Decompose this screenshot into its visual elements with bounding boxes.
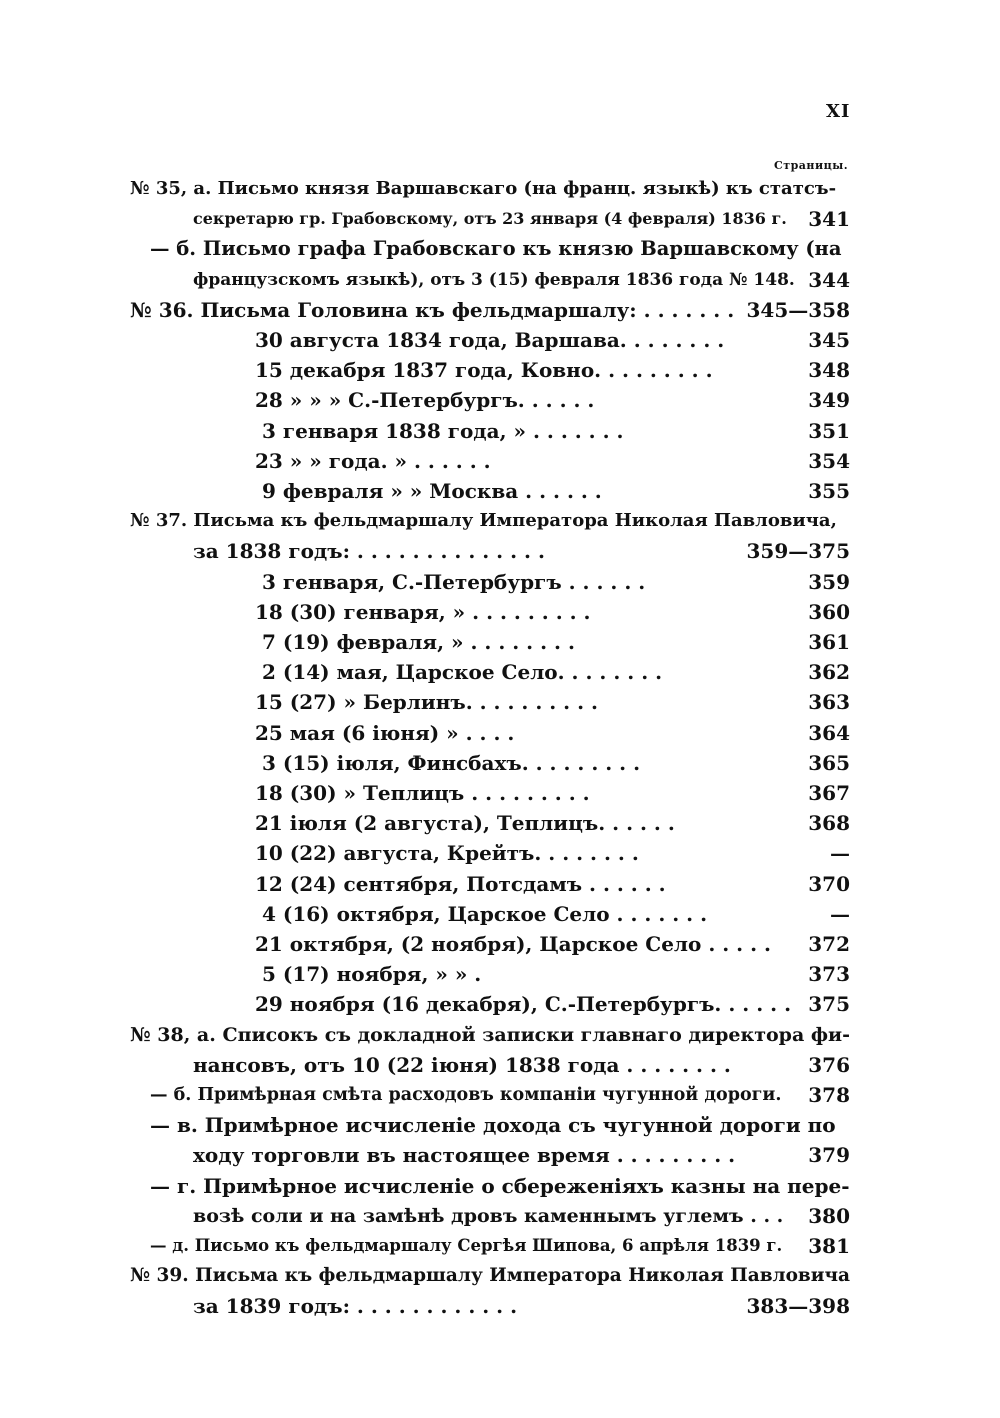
toc-entry-text: ходу торговли въ настоящее время . . . . . . . . . <box>193 1143 736 1167</box>
toc-entry-text: 5 (17) ноября, » » . <box>262 962 482 986</box>
toc-entry-text: 30 августа 1834 года, Варшава. . . . . . . . <box>255 328 725 352</box>
toc-page-ref: 349 <box>808 388 850 412</box>
toc-page-ref: 370 <box>808 872 850 896</box>
toc-page-ref: 378 <box>808 1083 850 1107</box>
toc-entry-text: 3 генваря 1838 года, » . . . . . . . <box>262 419 624 443</box>
toc-line <box>262 748 850 778</box>
toc-page-ref: 361 <box>808 630 850 654</box>
toc-entry-text: № 35, а. Письмо князя Варшавскаго (на франц. языкѣ) къ статсъ- <box>130 178 837 199</box>
toc-page-ref: 360 <box>808 600 850 624</box>
toc-line <box>262 567 850 597</box>
toc-page-ref: 355 <box>808 479 850 503</box>
toc-line <box>255 778 850 808</box>
toc-line <box>255 385 850 415</box>
toc-page-ref: 380 <box>808 1204 850 1228</box>
toc-line <box>150 234 850 264</box>
toc-line <box>262 416 850 446</box>
toc-page-ref: 354 <box>808 449 850 473</box>
toc-line <box>193 536 850 566</box>
toc-line <box>150 1080 850 1110</box>
toc-page-ref: 381 <box>808 1234 850 1258</box>
toc-page-ref: 348 <box>808 358 850 382</box>
toc-page-ref: 367 <box>808 781 850 805</box>
toc-entry-text: 23 » » года. » . . . . . . <box>255 449 491 473</box>
toc-line <box>255 838 850 868</box>
toc-line <box>193 1140 850 1170</box>
toc-line <box>255 718 850 748</box>
toc-entry-text: 12 (24) сентября, Потсдамъ . . . . . . <box>255 872 666 896</box>
toc-page-ref: 373 <box>808 962 850 986</box>
toc-page-ref: 363 <box>808 690 850 714</box>
toc-line <box>255 446 850 476</box>
toc-entry-text: за 1838 годъ: . . . . . . . . . . . . . . <box>193 539 545 563</box>
toc-entry-text: 3 (15) іюля, Финсбахъ. . . . . . . . . <box>262 751 641 775</box>
toc-line <box>193 1201 850 1231</box>
toc-line <box>130 1020 850 1050</box>
toc-entry-text: 2 (14) мая, Царское Село. . . . . . . . <box>262 660 663 684</box>
toc-line <box>130 174 850 204</box>
toc-page-ref: 364 <box>808 721 850 745</box>
toc-line <box>255 597 850 627</box>
toc-line <box>150 1171 850 1201</box>
toc-line <box>262 476 850 506</box>
pages-column-heading: Страницы. <box>774 159 849 172</box>
toc-entry-text: секретарю гр. Грабовскому, отъ 23 января (4 февраля) 1836 г. <box>193 209 787 228</box>
toc-line <box>255 355 850 385</box>
toc-entry-text: французскомъ языкѣ), отъ 3 (15) февраля 1836 года № 148. <box>193 270 795 290</box>
toc-entry-text: 9 февраля » » Москва . . . . . . <box>262 479 602 503</box>
toc-entry-text: 15 (27) » Берлинъ. . . . . . . . . . <box>255 690 598 714</box>
toc-line <box>130 295 850 325</box>
toc-line <box>150 1231 850 1261</box>
toc-page-ref: 365 <box>808 751 850 775</box>
toc-page-ref: — <box>830 841 850 865</box>
toc-line <box>262 657 850 687</box>
page-number: XI <box>826 101 851 122</box>
toc-entry-text: 7 (19) февраля, » . . . . . . . . <box>262 630 575 654</box>
toc-page-ref: 341 <box>808 207 850 231</box>
toc-line <box>193 1291 850 1321</box>
toc-line <box>193 204 850 234</box>
toc-line <box>130 506 850 536</box>
toc-entry-text: 29 ноября (16 декабря), С.-Петербургъ. . . . . . <box>255 992 792 1016</box>
toc-entry-text: — б. Примѣрная смѣта расходовъ компаніи чугунной дороги. <box>150 1085 782 1105</box>
toc-line <box>255 687 850 717</box>
toc-page-ref: 345—358 <box>746 298 850 322</box>
toc-line <box>255 325 850 355</box>
toc-entry-text: — б. Письмо графа Грабовскаго къ князю Варшавскому (на <box>150 237 842 260</box>
toc-page-ref: 368 <box>808 811 850 835</box>
toc-entry-text: № 36. Письма Головина къ фельдмаршалу: . . . . . . . <box>130 298 735 322</box>
toc-entry-text: 4 (16) октября, Царское Село . . . . . . . <box>262 902 708 926</box>
toc-line <box>130 1261 850 1291</box>
toc-entry-text: 18 (30) » Теплицъ . . . . . . . . . <box>255 781 590 805</box>
toc-page-ref: 362 <box>808 660 850 684</box>
toc-page-ref: 359—375 <box>746 539 850 563</box>
toc-entry-text: возѣ соли и на замѣнѣ дровъ каменнымъ углемъ . . . <box>193 1205 784 1227</box>
toc-line <box>255 869 850 899</box>
toc-entry-text: 28 » » » С.-Петербургъ. . . . . . <box>255 388 595 412</box>
toc-entry-text: нансовъ, отъ 10 (22 іюня) 1838 года . . . . . . . . <box>193 1053 731 1077</box>
toc-entry-text: 25 мая (6 іюня) » . . . . <box>255 721 515 745</box>
toc-page-ref: 351 <box>808 419 850 443</box>
toc-line <box>255 989 850 1019</box>
toc-page-ref: 379 <box>808 1143 850 1167</box>
toc-entry-text: — в. Примѣрное исчисленіе дохода съ чугунной дороги по <box>150 1113 836 1137</box>
toc-page-ref: 376 <box>808 1053 850 1077</box>
toc-line <box>262 959 850 989</box>
toc-page-ref: 345 <box>808 328 850 352</box>
toc-entry-text: 21 іюля (2 августа), Теплицъ. . . . . . <box>255 811 675 835</box>
toc-entry-text: — г. Примѣрное исчисленіе о сбереженіяхъ казны на пере- <box>150 1174 850 1198</box>
toc-line <box>150 1110 850 1140</box>
toc-line <box>193 1050 850 1080</box>
toc-page-ref: — <box>830 902 850 926</box>
toc-page-ref: 344 <box>808 268 850 292</box>
toc-entry-text: — д. Письмо къ фельдмаршалу Сергѣя Шипова, 6 апрѣля 1839 г. <box>150 1236 783 1255</box>
toc-entry-text: 21 октября, (2 ноября), Царское Село . . . . . <box>255 932 771 956</box>
toc-entry-text: 18 (30) генваря, » . . . . . . . . . <box>255 600 591 624</box>
toc-line <box>262 899 850 929</box>
toc-entry-text: 3 генваря, С.-Петербургъ . . . . . . <box>262 570 646 594</box>
toc-entry-text: за 1839 годъ: . . . . . . . . . . . . <box>193 1294 518 1318</box>
toc-line <box>193 265 850 295</box>
toc-page-ref: 375 <box>808 992 850 1016</box>
toc-line <box>255 808 850 838</box>
toc-entry-text: 10 (22) августа, Крейтъ. . . . . . . . <box>255 841 639 865</box>
toc-entry-text: № 38, а. Списокъ съ докладной записки главнаго директора фи- <box>130 1024 850 1046</box>
toc-page-ref: 372 <box>808 932 850 956</box>
toc-entry-text: 15 декабря 1837 года, Ковно. . . . . . . . . <box>255 358 713 382</box>
toc-entry-text: № 39. Письма къ фельдмаршалу Императора Николая Павловича <box>130 1265 851 1286</box>
toc-line <box>262 627 850 657</box>
toc-page-ref: 383—398 <box>746 1294 850 1318</box>
toc-page-ref: 359 <box>808 570 850 594</box>
toc-line <box>255 929 850 959</box>
toc-entry-text: № 37. Письма къ фельдмаршалу Императора Николая Павловича, <box>130 510 837 531</box>
